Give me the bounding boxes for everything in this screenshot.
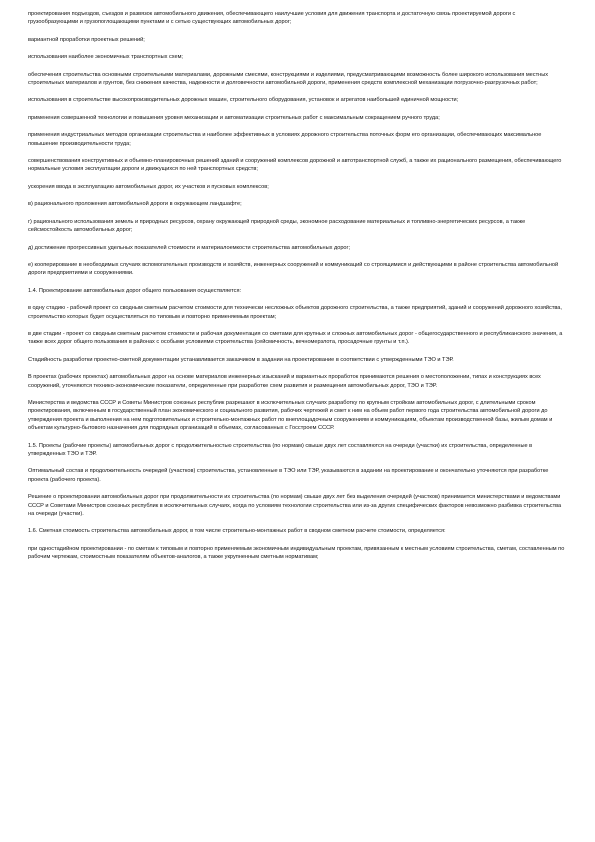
paragraph: Оптимальный состав и продолжительность очередей (участков) строительства, установленные в ТЭО или ТЭР, указываются в задании на проектирование и окончательно уточняются при разработке проекта (рабочего проекта). xyxy=(28,468,549,483)
paragraph: В проектах (рабочих проектах) автомобильных дорог на основе материалов инженерных изысканий и вариантных проработок принимаются решения о местоположении, типах и конструкциях всех сооружений, уточняются технико-экономические показатели, определенные при разработке схем развития и размещения автомобильных дорог, ТЭО и ТЭР. xyxy=(28,374,541,389)
paragraph: проектирования подъездов, съездов и развязок автомобильного движения, обеспечивающего наилучшие условия для движения транспорта и достаточную связь проектируемой дороги с грузообразующими и грузопоглощающими пунктами и с сетью существующих автомобильных дорог; xyxy=(28,11,516,26)
paragraph: Министерства и ведомства СССР и Советы Министров союзных республик разрешают в исключительных случаях разработку по крупным стройкам автомобильных дорог, с длительными сроком проектирования, включенным в государственный план экономического и социального развития, рабочих чертежей и смет к ним на объем работ первого года строительства автомобильной дороги до утверждения проекта и выполнения на нем подготовительных и строительно-монтажных работ по внеплощадочным сооружениям и коммуникациям, объектам производственной базы, жилым домам и объектам культурно-бытового назначения для подрядных организаций в объемах, согласованных с Госстроем СССР. xyxy=(28,399,553,432)
paragraph: в две стадии - проект со сводным сметным расчетом стоимости и рабочая документация со сметами для крупных и сложных автомобильных дорог - общегосударственного и республиканского значения, а также всех дорог общего пользования в районах с особыми условиями строительства (сейсмичность, вечномерзлота, просадочные грунты и т.п.). xyxy=(28,330,563,346)
section-heading: 1.5. Проекты (рабочие проекты) автомобильных дорог с продолжительностью строительства (по нормам) свыше двух лет составляются на очереди (участки) их строительства, определенные в утвержденных ТЭО и ТЭР. xyxy=(28,442,533,457)
paragraph: обеспечения строительства основными строительными материалами, дорожными смесями, конструкциями и изделиями, предусматривающими возможность более широкого использования местных строительных материалов и грунтов, без снижения качества, надежности и долговечности автомобильной дороги, применения средств комплексной механизации погрузочно-разгрузочных работ; xyxy=(28,71,549,87)
paragraph: ускорения ввода в эксплуатацию автомобильных дорог, их участков и пусковых комплексов; xyxy=(28,183,269,190)
paragraph: использования наиболее экономичных транспортных схем; xyxy=(28,54,183,61)
paragraph: использования в строительстве высокопроизводительных дорожных машин, строительного оборудования, установок и агрегатов наибольшей единичной мощности; xyxy=(28,97,459,104)
paragraph: г) рационального использования земель и природных ресурсов, охрану окружающей природной среды, экономное расходование материальных и топливно-энергетических ресурсов, а также сейсмостойкость автомобильных дорог; xyxy=(28,218,526,234)
paragraph: Стадийность разработки проектно-сметной документации устанавливается заказчиком в задании на проектирование в соответствии с утвержденными ТЭО и ТЭР. xyxy=(28,356,454,363)
paragraph: Решение о проектировании автомобильных дорог при продолжительности их строительства (по нормам) свыше двух лет без выделения очередей (участков) принимается министерствами и ведомствами СССР и Советами Министров союзных республик в исключительных случаях, когда по условиям технологии строительства или из-за других специфических факторов невозможно разбивка строительства на очереди (участки). xyxy=(28,494,562,518)
paragraph: применения индустриальных методов организации строительства и наиболее эффективных в условиях дорожного строительства поточных форм его организации, обеспечивающих максимальное повышение производительности труда; xyxy=(28,132,542,147)
paragraph: совершенствования конструктивных и объемно-планировочных решений зданий и сооружений комплексов дорожной и автотранспортной служб, а также их рационального размещения, обеспечивающего нормальные условия эксплуатации дороги и движущихся по ней транспортных средств; xyxy=(28,158,562,173)
paragraph: в одну стадию - рабочий проект со сводным сметным расчетом стоимости для технически несложных объектов дорожного строительства, а также предприятий, зданий и сооружений дорожного хозяйства, строительство которых будет осуществляться по типовым и повторно применяемым проектам; xyxy=(28,305,562,320)
section-heading: 1.6. Сметная стоимость строительства автомобильных дорог, в том числе строительно-монтажных работ в сводном сметном расчете стоимости, определяется: xyxy=(28,528,446,535)
paragraph: применения совершенной технологии и повышения уровня механизации и автоматизации строительных работ с максимальным сокращением ручного труда; xyxy=(28,114,440,121)
paragraph: в) рационального проложения автомобильной дороги в окружающем ландшафте; xyxy=(28,201,242,208)
paragraph: д) достижение прогрессивных удельных показателей стоимости и материалоемкости строительства автомобильных дорог; xyxy=(28,244,351,251)
paragraph: при одностадийном проектировании - по сметам к типовым и повторно применяемым экономичным индивидуальным проектам, привязанным к местным условиям строительства, сметам, составленным по рабочим чертежам, стоимостным показателям объектов-аналогов, а также укрупненным сметным нормативам; xyxy=(28,545,565,561)
paragraph: е) кооперирование в необходимых случаях вспомогательных производств и хозяйств, инженерных сооружений и коммуникаций со строящимися и действующими в районе строительства автомобильной дороги предприятиями и сооружениями. xyxy=(28,261,559,277)
section-heading: 1.4. Проектирование автомобильных дорог общего пользования осуществляется: xyxy=(28,287,242,294)
paragraph: вариантной проработки проектных решений; xyxy=(28,36,145,43)
